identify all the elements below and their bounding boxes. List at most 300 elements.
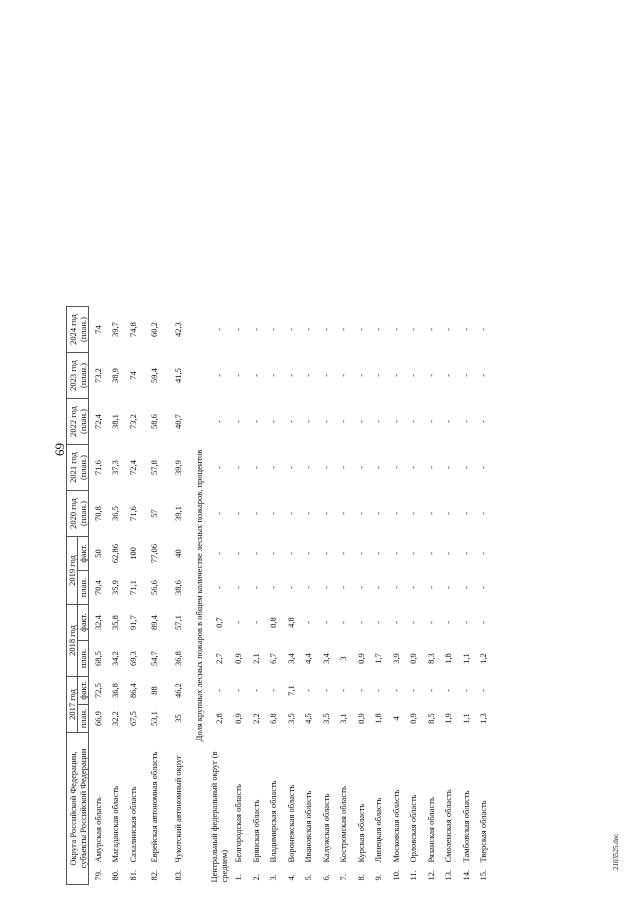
value-cell: 74 bbox=[92, 325, 103, 334]
value-cell: - bbox=[268, 374, 279, 377]
value-cell: 3,4 bbox=[320, 653, 331, 664]
value-cell: - bbox=[373, 552, 384, 555]
value-cell: - bbox=[320, 621, 331, 624]
value-cell: - bbox=[460, 621, 471, 624]
value-cell: - bbox=[213, 328, 224, 331]
value-cell: 71,6 bbox=[127, 506, 138, 521]
value-cell: - bbox=[233, 328, 244, 331]
table-row bbox=[335, 307, 353, 885]
value-cell: - bbox=[460, 420, 471, 423]
year-2018-header: 2018 год bbox=[67, 605, 78, 677]
table-row bbox=[107, 307, 125, 885]
region-name: Белгородская область bbox=[233, 784, 244, 863]
value-cell: - bbox=[443, 328, 454, 331]
value-cell: - bbox=[390, 374, 401, 377]
value-cell: 71,1 bbox=[127, 580, 138, 595]
table-row bbox=[124, 307, 142, 885]
region-name: Амурская область bbox=[92, 797, 103, 863]
value-cell: - bbox=[285, 328, 296, 331]
row-number: 10. bbox=[390, 869, 401, 881]
value-cell: 62,86 bbox=[110, 543, 121, 564]
value-cell: - bbox=[320, 466, 331, 469]
table-row bbox=[457, 307, 475, 885]
table-row bbox=[300, 307, 318, 885]
value-cell: - bbox=[408, 374, 419, 377]
region-name: Липецкая область bbox=[373, 797, 384, 863]
value-cell: - bbox=[355, 586, 366, 589]
value-cell: 38,9 bbox=[110, 368, 121, 383]
value-cell: 46,2 bbox=[172, 683, 183, 698]
value-cell: - bbox=[303, 552, 314, 555]
value-cell: - bbox=[338, 586, 349, 589]
value-cell: - bbox=[213, 374, 224, 377]
value-cell: 57,8 bbox=[148, 460, 159, 475]
value-cell: - bbox=[338, 621, 349, 624]
value-cell: - bbox=[268, 466, 279, 469]
value-cell: - bbox=[443, 552, 454, 555]
table-row bbox=[230, 307, 248, 885]
value-cell: - bbox=[373, 420, 384, 423]
value-cell: - bbox=[303, 466, 314, 469]
section-row bbox=[190, 307, 208, 885]
value-cell: - bbox=[460, 586, 471, 589]
value-cell: - bbox=[355, 328, 366, 331]
value-cell: - bbox=[338, 512, 349, 515]
value-cell: 72,4 bbox=[127, 460, 138, 475]
region-name: Костромская область bbox=[338, 786, 349, 863]
row-number: 13. bbox=[443, 869, 454, 881]
value-cell: 37,3 bbox=[110, 460, 121, 475]
value-cell: - bbox=[408, 328, 419, 331]
value-cell: 57,1 bbox=[172, 615, 183, 630]
value-cell: - bbox=[408, 586, 419, 589]
value-cell: 1,3 bbox=[478, 713, 489, 724]
value-cell: 74 bbox=[127, 371, 138, 380]
value-cell: - bbox=[443, 621, 454, 624]
value-cell: 1,8 bbox=[443, 653, 454, 664]
value-cell: - bbox=[425, 420, 436, 423]
value-cell: - bbox=[460, 512, 471, 515]
region-name: Сахалинская область bbox=[127, 786, 138, 863]
value-cell: 50 bbox=[92, 549, 103, 558]
table-row bbox=[370, 307, 388, 885]
region-name: Чукотский автономный округ bbox=[172, 755, 183, 863]
region-name: Тверская область bbox=[478, 800, 489, 863]
value-cell: 67,5 bbox=[127, 711, 138, 726]
value-cell: - bbox=[233, 621, 244, 624]
table-row bbox=[282, 307, 300, 885]
value-cell: 39,7 bbox=[110, 322, 121, 337]
value-cell: 91,7 bbox=[127, 615, 138, 630]
value-cell: - bbox=[250, 512, 261, 515]
region-name: Владимирская область bbox=[268, 780, 279, 863]
year-2017-header: 2017 год bbox=[67, 677, 78, 733]
value-cell: - bbox=[373, 621, 384, 624]
row-number: 82. bbox=[148, 869, 159, 881]
group-name: Центральный федеральный округ (в среднем) bbox=[208, 751, 229, 883]
table-row bbox=[247, 307, 265, 885]
table-row bbox=[405, 307, 423, 885]
value-cell: 3,1 bbox=[338, 713, 349, 724]
value-cell: - bbox=[390, 328, 401, 331]
footer-code: 2103525.doc bbox=[612, 833, 620, 870]
region-name: Брянская область bbox=[250, 799, 261, 863]
row-number: 12. bbox=[425, 869, 436, 881]
value-cell: 40,7 bbox=[172, 414, 183, 429]
value-cell: 0,9 bbox=[408, 713, 419, 724]
value-cell: 4 bbox=[390, 716, 401, 721]
value-cell: - bbox=[268, 420, 279, 423]
value-cell: 2,2 bbox=[250, 713, 261, 724]
value-cell: 72,4 bbox=[92, 414, 103, 429]
value-cell: - bbox=[373, 512, 384, 515]
value-cell: 34,2 bbox=[110, 651, 121, 666]
value-cell: - bbox=[478, 552, 489, 555]
value-cell: - bbox=[443, 512, 454, 515]
value-cell: - bbox=[303, 689, 314, 692]
row-number: 2. bbox=[250, 874, 261, 881]
value-cell: - bbox=[285, 374, 296, 377]
value-cell: - bbox=[408, 512, 419, 515]
fact-subheader: факт. bbox=[78, 605, 89, 641]
value-cell: 2,8 bbox=[213, 713, 224, 724]
value-cell: 60,2 bbox=[148, 322, 159, 337]
row-number: 7. bbox=[338, 874, 349, 881]
value-cell: - bbox=[408, 689, 419, 692]
value-cell: 1,1 bbox=[460, 653, 471, 664]
value-cell: - bbox=[233, 586, 244, 589]
year-2020-header: 2020 год (план.) bbox=[67, 491, 89, 537]
value-cell: - bbox=[478, 466, 489, 469]
value-cell: - bbox=[355, 420, 366, 423]
row-number: 4. bbox=[285, 874, 296, 881]
value-cell: - bbox=[250, 621, 261, 624]
value-cell: - bbox=[285, 466, 296, 469]
value-cell: 53,1 bbox=[148, 711, 159, 726]
value-cell: - bbox=[285, 420, 296, 423]
value-cell: 74,8 bbox=[127, 322, 138, 337]
value-cell: - bbox=[460, 689, 471, 692]
value-cell: - bbox=[355, 621, 366, 624]
value-cell: - bbox=[338, 420, 349, 423]
table-row bbox=[387, 307, 405, 885]
value-cell: - bbox=[250, 466, 261, 469]
value-cell: 70,4 bbox=[92, 580, 103, 595]
value-cell: 3,5 bbox=[285, 713, 296, 724]
value-cell: - bbox=[390, 586, 401, 589]
value-cell: - bbox=[373, 586, 384, 589]
region-name: Смоленская область bbox=[443, 789, 454, 863]
row-number: 5. bbox=[303, 874, 314, 881]
region-name: Рязанская область bbox=[425, 797, 436, 863]
value-cell: 2,1 bbox=[250, 653, 261, 664]
value-cell: - bbox=[285, 512, 296, 515]
value-cell: - bbox=[338, 689, 349, 692]
value-cell: - bbox=[250, 552, 261, 555]
value-cell: - bbox=[390, 689, 401, 692]
value-cell: - bbox=[390, 552, 401, 555]
row-number: 8. bbox=[355, 874, 366, 881]
value-cell: - bbox=[373, 328, 384, 331]
data-table bbox=[66, 306, 492, 885]
value-cell: 3,4 bbox=[285, 653, 296, 664]
value-cell: - bbox=[425, 374, 436, 377]
value-cell: 3 bbox=[338, 656, 349, 661]
value-cell: 56,6 bbox=[148, 580, 159, 595]
value-cell: - bbox=[443, 466, 454, 469]
value-cell: 39,1 bbox=[172, 506, 183, 521]
value-cell: - bbox=[478, 689, 489, 692]
value-cell: - bbox=[285, 552, 296, 555]
group-row bbox=[208, 307, 230, 885]
value-cell: 73,2 bbox=[127, 414, 138, 429]
value-cell: 73,2 bbox=[92, 368, 103, 383]
row-number: 81. bbox=[127, 869, 138, 881]
value-cell: 0,9 bbox=[355, 653, 366, 664]
value-cell: - bbox=[213, 586, 224, 589]
value-cell: - bbox=[355, 374, 366, 377]
value-cell: - bbox=[425, 586, 436, 589]
value-cell: 4,4 bbox=[303, 653, 314, 664]
table-row bbox=[352, 307, 370, 885]
value-cell: - bbox=[425, 621, 436, 624]
row-number: 15. bbox=[478, 869, 489, 881]
value-cell: 7,1 bbox=[285, 685, 296, 696]
value-cell: - bbox=[320, 689, 331, 692]
value-cell: 0,8 bbox=[268, 617, 279, 628]
value-cell: - bbox=[268, 586, 279, 589]
value-cell: - bbox=[338, 552, 349, 555]
fact-subheader: факт. bbox=[78, 677, 89, 705]
value-cell: - bbox=[233, 689, 244, 692]
value-cell: 8,3 bbox=[425, 653, 436, 664]
value-cell: - bbox=[425, 689, 436, 692]
value-cell: 69,3 bbox=[127, 651, 138, 666]
region-name: Воронежская область bbox=[285, 784, 296, 863]
value-cell: - bbox=[443, 374, 454, 377]
value-cell: - bbox=[373, 689, 384, 692]
value-cell: - bbox=[250, 420, 261, 423]
value-cell: - bbox=[443, 586, 454, 589]
value-cell: 72,5 bbox=[92, 683, 103, 698]
year-2019-header: 2019 год bbox=[67, 537, 78, 605]
region-name: Ивановская область bbox=[303, 790, 314, 863]
value-cell: 38,6 bbox=[172, 580, 183, 595]
value-cell: - bbox=[460, 374, 471, 377]
table-row bbox=[317, 307, 335, 885]
value-cell: - bbox=[460, 552, 471, 555]
value-cell: - bbox=[373, 374, 384, 377]
value-cell: 68,5 bbox=[92, 651, 103, 666]
value-cell: - bbox=[213, 466, 224, 469]
value-cell: 6,7 bbox=[268, 653, 279, 664]
table-row bbox=[142, 307, 166, 885]
value-cell: - bbox=[268, 512, 279, 515]
value-cell: - bbox=[478, 328, 489, 331]
value-cell: 0,9 bbox=[233, 653, 244, 664]
value-cell: - bbox=[250, 586, 261, 589]
row-number: 1. bbox=[233, 874, 244, 881]
year-2021-header: 2021 год (план.) bbox=[67, 445, 89, 491]
value-cell: - bbox=[390, 621, 401, 624]
value-cell: - bbox=[268, 552, 279, 555]
value-cell: 70,8 bbox=[92, 506, 103, 521]
row-number: 14. bbox=[460, 869, 471, 881]
fact-subheader: факт. bbox=[78, 537, 89, 571]
value-cell: 32,2 bbox=[110, 711, 121, 726]
value-cell: - bbox=[373, 466, 384, 469]
value-cell: - bbox=[408, 420, 419, 423]
value-cell: - bbox=[390, 466, 401, 469]
value-cell: - bbox=[408, 552, 419, 555]
value-cell: - bbox=[355, 689, 366, 692]
value-cell: - bbox=[478, 420, 489, 423]
value-cell: 71,6 bbox=[92, 460, 103, 475]
plan-subheader: план. bbox=[78, 641, 89, 677]
value-cell: 89,4 bbox=[148, 615, 159, 630]
region-name: Магаданская область bbox=[110, 785, 121, 863]
value-cell: - bbox=[338, 374, 349, 377]
value-cell: 41,5 bbox=[172, 368, 183, 383]
value-cell: - bbox=[355, 466, 366, 469]
value-cell: - bbox=[250, 689, 261, 692]
row-number: 11. bbox=[408, 870, 419, 881]
value-cell: 58,6 bbox=[148, 414, 159, 429]
region-name: Тамбовская область bbox=[460, 790, 471, 863]
table-row bbox=[422, 307, 440, 885]
value-cell: - bbox=[233, 552, 244, 555]
value-cell: - bbox=[250, 374, 261, 377]
value-cell: - bbox=[408, 466, 419, 469]
value-cell: 88 bbox=[148, 686, 159, 695]
value-cell: - bbox=[320, 512, 331, 515]
value-cell: 0,9 bbox=[233, 713, 244, 724]
value-cell: - bbox=[268, 328, 279, 331]
value-cell: - bbox=[355, 512, 366, 515]
year-2022-header: 2022 год (план.) bbox=[67, 399, 89, 445]
value-cell: - bbox=[443, 689, 454, 692]
value-cell: - bbox=[338, 328, 349, 331]
row-number: 6. bbox=[320, 874, 331, 881]
value-cell: 36,8 bbox=[172, 651, 183, 666]
value-cell: 39,9 bbox=[172, 460, 183, 475]
value-cell: - bbox=[443, 420, 454, 423]
region-name: Калужская область bbox=[320, 793, 331, 863]
table-row bbox=[440, 307, 458, 885]
plan-subheader: план. bbox=[78, 705, 89, 733]
value-cell: 57 bbox=[148, 509, 159, 518]
value-cell: - bbox=[213, 552, 224, 555]
value-cell: 54,7 bbox=[148, 651, 159, 666]
value-cell: 1,8 bbox=[373, 713, 384, 724]
value-cell: 4,5 bbox=[303, 713, 314, 724]
region-name: Московская область bbox=[390, 789, 401, 863]
value-cell: - bbox=[303, 328, 314, 331]
value-cell: - bbox=[233, 512, 244, 515]
page-number: 69 bbox=[52, 443, 67, 456]
section-title: Доля крупных лесных пожаров в общем количестве лесных пожаров, процентов bbox=[193, 449, 204, 742]
value-cell: - bbox=[478, 621, 489, 624]
value-cell: 8,5 bbox=[425, 713, 436, 724]
value-cell: - bbox=[320, 552, 331, 555]
value-cell: - bbox=[425, 328, 436, 331]
value-cell: - bbox=[478, 586, 489, 589]
value-cell: 35,9 bbox=[110, 580, 121, 595]
value-cell: - bbox=[425, 466, 436, 469]
value-cell: - bbox=[233, 466, 244, 469]
value-cell: 0,9 bbox=[355, 713, 366, 724]
value-cell: 36,8 bbox=[110, 683, 121, 698]
value-cell: - bbox=[303, 420, 314, 423]
row-number: 79. bbox=[92, 869, 103, 881]
value-cell: 1,7 bbox=[373, 653, 384, 664]
row-number: 83. bbox=[172, 869, 183, 881]
value-cell: 0,7 bbox=[213, 617, 224, 628]
value-cell: 0,9 bbox=[408, 653, 419, 664]
value-cell: 38,1 bbox=[110, 414, 121, 429]
value-cell: 1,9 bbox=[443, 713, 454, 724]
table-row bbox=[265, 307, 283, 885]
value-cell: 100 bbox=[127, 547, 138, 560]
value-cell: 86,4 bbox=[127, 683, 138, 698]
region-column-header: Округа Российской Федерации, субъекты Российской Федерации bbox=[67, 733, 89, 885]
value-cell: - bbox=[303, 621, 314, 624]
value-cell: - bbox=[478, 512, 489, 515]
value-cell: - bbox=[355, 552, 366, 555]
row-number: 3. bbox=[268, 874, 279, 881]
row-number: 9. bbox=[373, 874, 384, 881]
table-row bbox=[166, 307, 190, 885]
table-row bbox=[475, 307, 493, 885]
value-cell: - bbox=[213, 689, 224, 692]
plan-subheader: план. bbox=[78, 571, 89, 605]
value-cell: 2,7 bbox=[213, 653, 224, 664]
value-cell: - bbox=[320, 420, 331, 423]
value-cell: - bbox=[213, 420, 224, 423]
value-cell: - bbox=[320, 586, 331, 589]
value-cell: 42,3 bbox=[172, 322, 183, 337]
value-cell: - bbox=[390, 512, 401, 515]
value-cell: - bbox=[425, 552, 436, 555]
value-cell: - bbox=[390, 420, 401, 423]
value-cell: 35,8 bbox=[110, 615, 121, 630]
value-cell: - bbox=[320, 374, 331, 377]
region-name: Курская область bbox=[355, 803, 366, 863]
value-cell: - bbox=[303, 586, 314, 589]
value-cell: - bbox=[320, 328, 331, 331]
year-2023-header: 2023 год (план.) bbox=[67, 353, 89, 399]
value-cell: 66,9 bbox=[92, 711, 103, 726]
value-cell: 6,8 bbox=[268, 713, 279, 724]
value-cell: 77,06 bbox=[148, 543, 159, 564]
value-cell: 35 bbox=[172, 714, 183, 723]
value-cell: - bbox=[303, 374, 314, 377]
row-number: 80. bbox=[110, 869, 121, 881]
value-cell: - bbox=[213, 512, 224, 515]
value-cell: 40 bbox=[172, 549, 183, 558]
value-cell: - bbox=[408, 621, 419, 624]
year-2024-header: 2024 год (план.) bbox=[67, 307, 89, 353]
value-cell: - bbox=[233, 420, 244, 423]
value-cell: 3,9 bbox=[390, 653, 401, 664]
value-cell: 1,2 bbox=[478, 653, 489, 664]
value-cell: - bbox=[285, 586, 296, 589]
value-cell: 36,5 bbox=[110, 506, 121, 521]
value-cell: 1,1 bbox=[460, 713, 471, 724]
value-cell: 32,4 bbox=[92, 615, 103, 630]
value-cell: 59,4 bbox=[148, 368, 159, 383]
value-cell: - bbox=[460, 466, 471, 469]
